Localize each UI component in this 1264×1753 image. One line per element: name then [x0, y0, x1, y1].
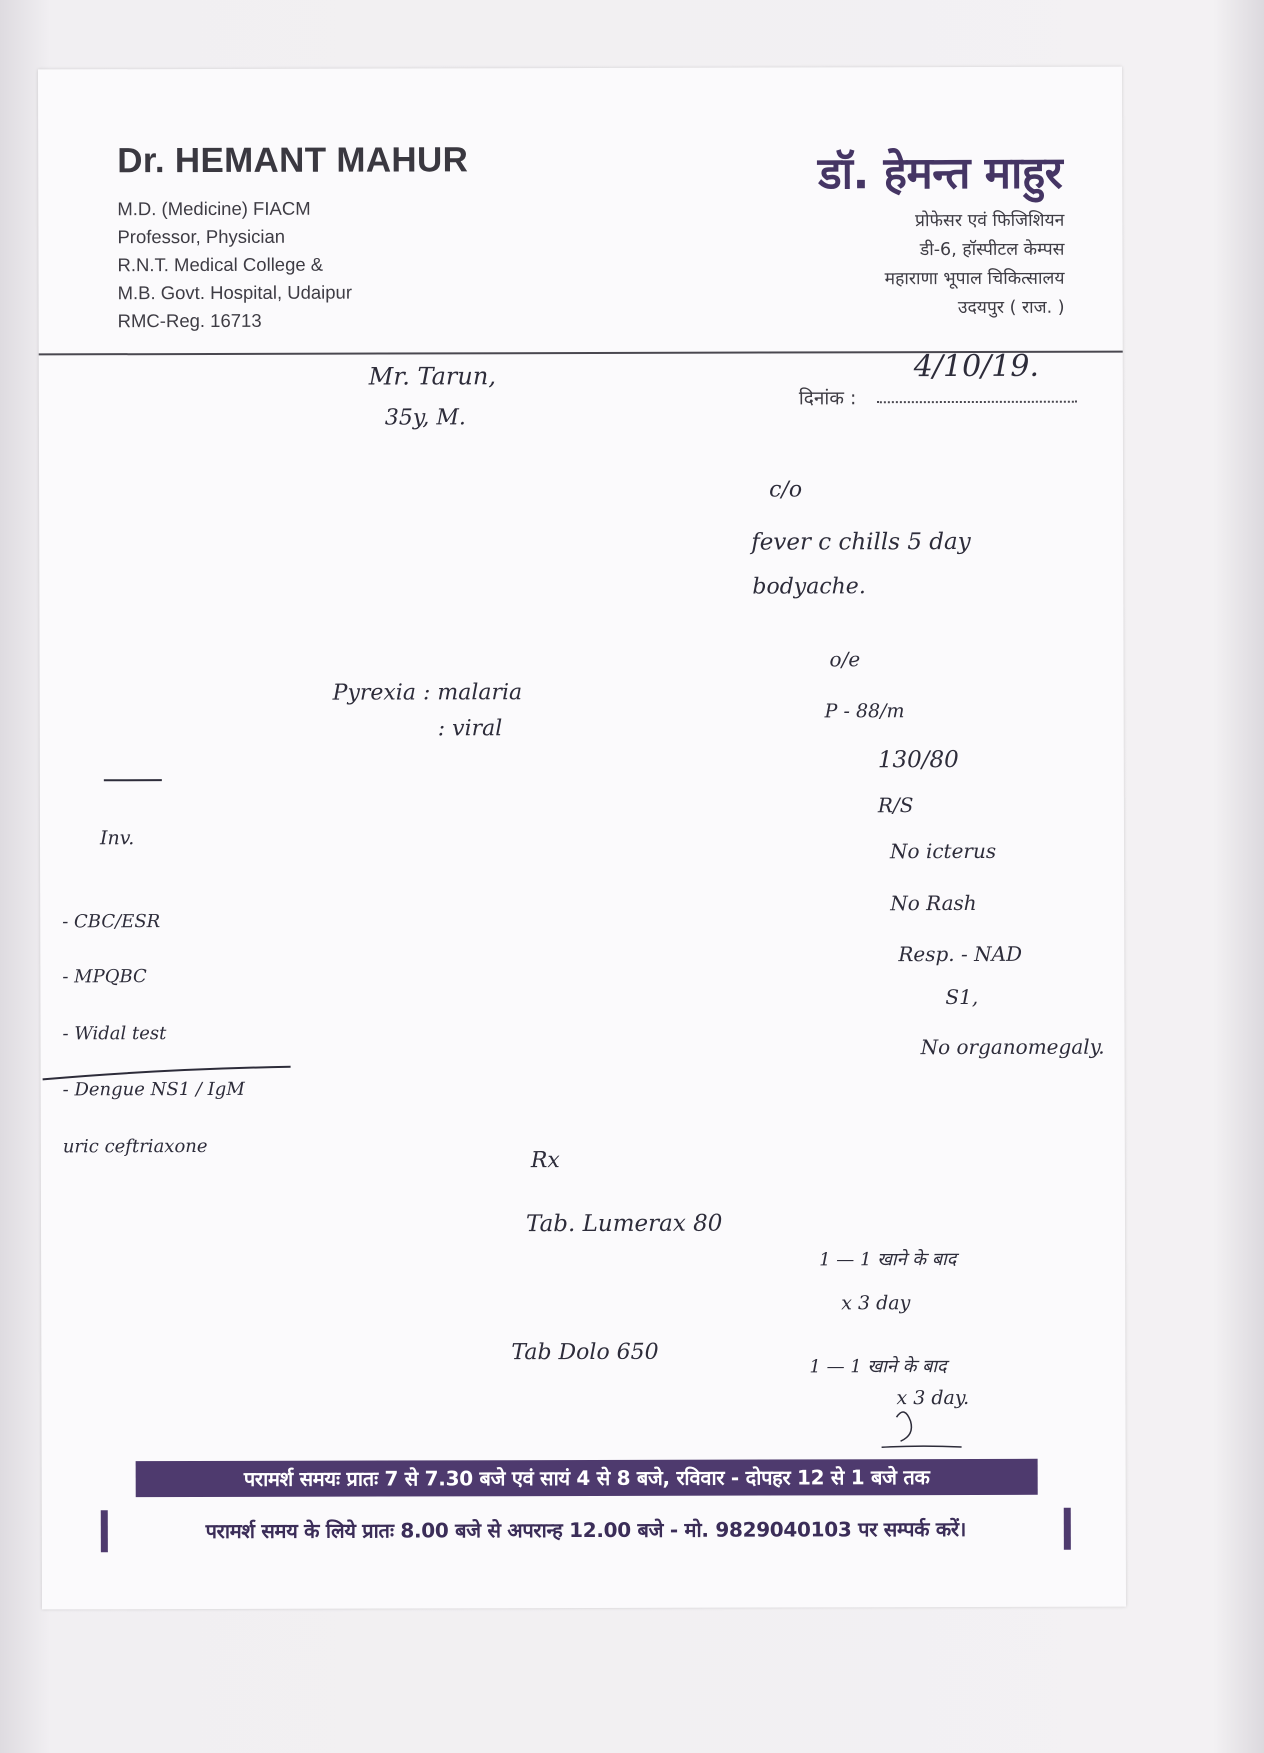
investigation-line: uric ceftriaxone [62, 1135, 208, 1158]
examination-line: S1, [945, 984, 979, 1010]
handwritten-strokes [38, 67, 1126, 1610]
signature-stroke [882, 1446, 962, 1447]
rx-line: Tab Dolo 650 [511, 1339, 659, 1366]
complaint-line: bodyache. [752, 574, 866, 600]
examination-line: 130/80 [877, 747, 959, 774]
qualification-line: M.B. Govt. Hospital, Udaipur [117, 281, 353, 304]
rx-line: 1 — 1 खाने के बाद [809, 1356, 947, 1378]
doctor-name-hindi: डॉ. हेमन्त माहुर [818, 147, 1063, 200]
address-line: उदयपुर ( राज. ) [957, 297, 1065, 319]
examination-line: No organomegaly. [920, 1034, 1105, 1060]
rx-line: 1 — 1 खाने के बाद [819, 1249, 957, 1271]
investigation-line: - MPQBC [62, 966, 147, 988]
rx-line: x 3 day [841, 1292, 911, 1315]
examination-heading: o/e [829, 647, 861, 672]
examination-line: Resp. - NAD [898, 941, 1023, 967]
complaints-heading: c/o [769, 477, 803, 503]
investigations-heading: Inv. [99, 827, 135, 850]
examination-line: P - 88/m [824, 700, 905, 723]
address-line: महाराणा भूपाल चिकित्सालय [884, 268, 1065, 290]
signature-stroke [897, 1412, 912, 1441]
date-value: 4/10/19. [913, 348, 1039, 385]
diagnosis-line: : viral [437, 716, 503, 742]
examination-line: R/S [877, 793, 914, 818]
registration-number: RMC-Reg. 16713 [117, 309, 262, 332]
patient-age-sex: 35y, M. [384, 405, 466, 431]
consultation-timings-banner: परामर्श समयः प्रातः 7 से 7.30 बजे एवं सायं 4 से 8 बजे, रविवार - दोपहर 12 से 1 बजे तक [136, 1459, 1038, 1497]
examination-line: No icterus [890, 838, 997, 864]
investigations-closing-line [43, 1067, 291, 1080]
qualification-line: R.N.T. Medical College & [117, 253, 324, 276]
patient-name: Mr. Tarun, [368, 362, 496, 391]
rx-line: Tab. Lumerax 80 [525, 1210, 723, 1238]
date-label: दिनांक : [798, 387, 857, 410]
address-line: प्रोफेसर एवं फिजिशियन [915, 210, 1065, 232]
investigation-line: - Widal test [62, 1023, 167, 1045]
investigation-line: - CBC/ESR [62, 911, 161, 933]
qualification-line: M.D. (Medicine) FIACM [117, 197, 311, 220]
complaint-line: fever c chills 5 day [751, 528, 971, 556]
rx-symbol: Rx [530, 1148, 560, 1174]
doctor-name-english: Dr. HEMANT MAHUR [117, 140, 469, 181]
prescription-sheet [38, 67, 1126, 1610]
diagnosis-line: Pyrexia : malaria [332, 680, 523, 706]
rx-line: x 3 day. [896, 1386, 970, 1410]
address-line: डी-6, हॉस्पीटल केम्पस [919, 239, 1065, 261]
examination-line: No Rash [890, 890, 977, 916]
qualification-line: Professor, Physician [117, 225, 286, 248]
contact-info-banner: परामर्श समय के लिये प्रातः 8.00 बजे से अपरान्ह 12.00 बजे - मो. 9829040103 पर सम्पर्क करें। [101, 1508, 1071, 1553]
investigation-line: - Dengue NS1 / IgM [62, 1078, 245, 1101]
